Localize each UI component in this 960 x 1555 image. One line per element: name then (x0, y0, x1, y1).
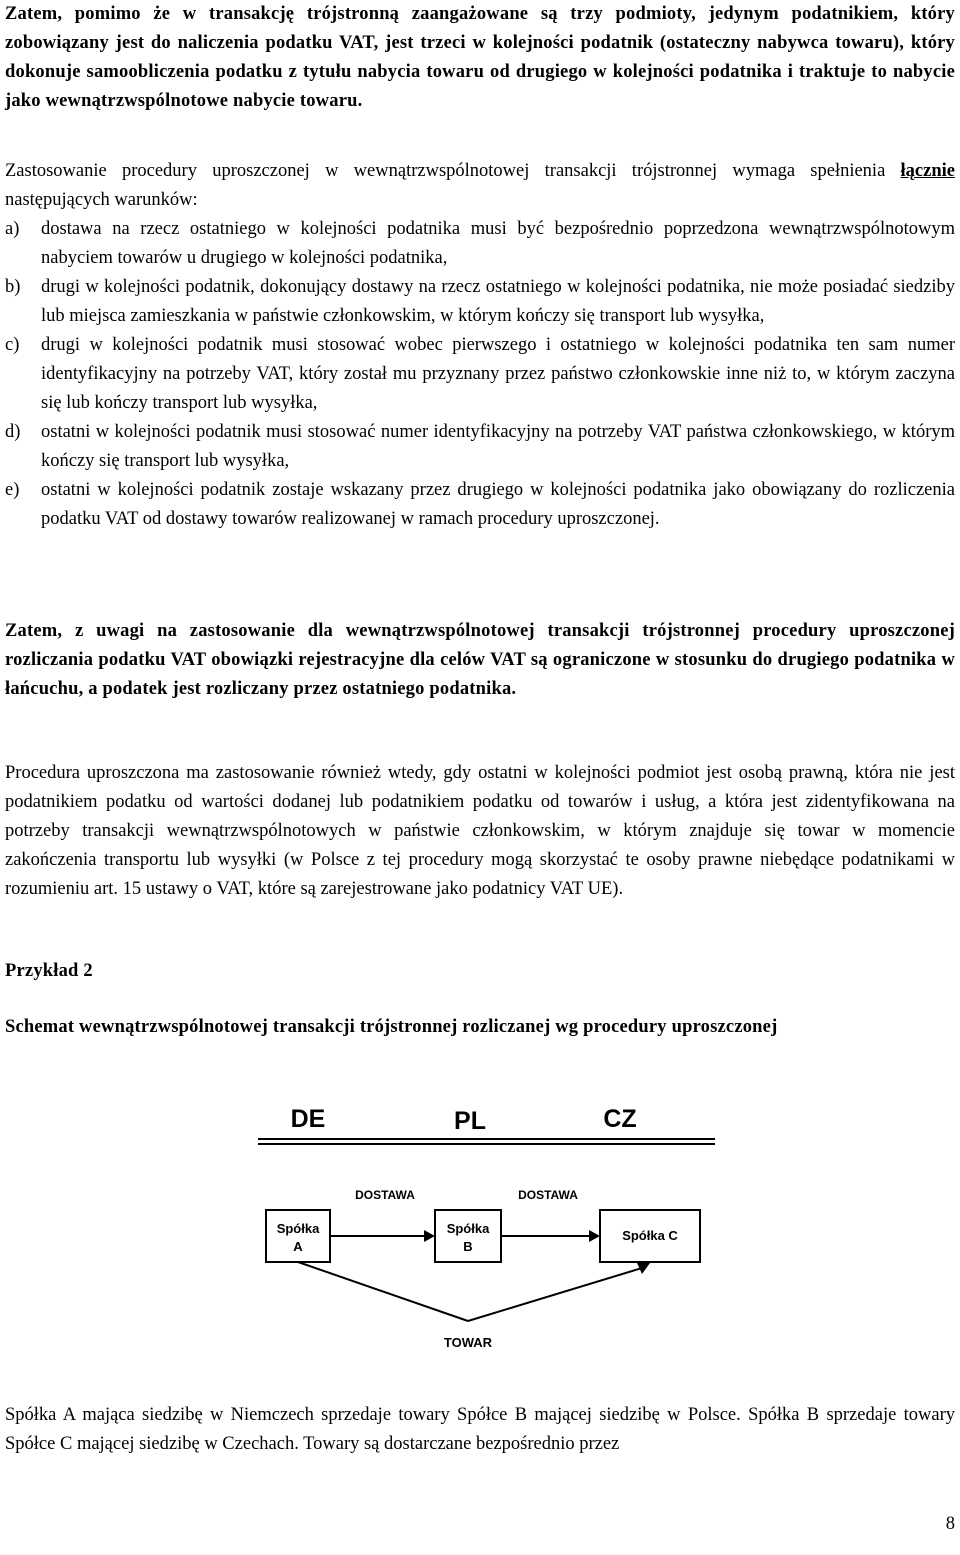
company-a-label-2: A (293, 1239, 303, 1254)
list-marker: d) (5, 422, 21, 442)
list-item (5, 331, 955, 418)
paragraph-2-before: Zastosowanie procedury uproszczonej w wewnątrzwspólnotowej transakcji trójstronnej wymaga spełnienia (5, 161, 901, 181)
list-item (5, 476, 955, 534)
page-number: 8 (945, 1514, 955, 1534)
paragraph-1: Zatem, pomimo że w transakcję trójstronną zaangażowane są trzy podmioty, jedynym podatnikiem, który zobowiązany jest do naliczenia podatku VAT, jest trzeci w kolejności podatnik (ostateczny nabywca towaru), który dokonuje samoobliczenia podatku z tytułu nabycia towaru od drugiego w kolejności podatnika i traktuje to nabycie jako wewnątrzwspólnotowe nabycie towaru. (5, 4, 955, 111)
list-text: drugi w kolejności podatnik musi stosować wobec pierwszego i ostatniego w kolejności podatnika ten sam numer identyfikacyjny na potrzeby VAT, który został mu przyznany przez państwo członkowskie inne niż to, w którym zaczyna się lub kończy transport lub wysyłka, (41, 335, 955, 413)
list-marker: c) (5, 335, 20, 355)
paragraph-3: Zatem, z uwagi na zastosowanie dla wewnątrzwspólnotowej transakcji trójstronnej procedury uproszczonej rozliczania podatku VAT obowiązki rejestracyjne dla celów VAT są ograniczone w stosunku do drugiego podatnika w łańcuchu, a podatek jest rozliczany przez ostatniego podatnika. (5, 621, 955, 699)
company-b-box (435, 1210, 501, 1262)
paragraph-5: Spółka A mająca siedzibę w Niemczech sprzedaje towary Spółce B mającej siedzibę w Polsce. Spółka B sprzedaje towary Spółce C mającej siedzibę w Czechach. Towary są dostarczane bezpośrednio przez (5, 1405, 955, 1454)
schema-title: Schemat wewnątrzwspólnotowej transakcji trójstronnej rozliczanej wg procedury uproszczonej (5, 1017, 778, 1037)
supply-arrow-2-head (589, 1230, 600, 1242)
company-a-label-1: Spółka (276, 1221, 320, 1236)
supply-arrow-1-head (424, 1230, 435, 1242)
paragraph-2 (5, 157, 955, 215)
list-marker: e) (5, 480, 20, 500)
list-item (5, 215, 955, 273)
list-text: ostatni w kolejności podatnik zostaje wskazany przez drugiego w kolejności podatnika jako obowiązany do rozliczenia podatku VAT od dostawy towarów realizowanej w ramach procedury uproszczonej. (41, 480, 955, 529)
goods-line-right (468, 1268, 642, 1321)
list-text: drugi w kolejności podatnik, dokonujący dostawy na rzecz ostatniego w kolejności podatnika, nie może posiadać siedziby lub miejsca zamieszkania w państwie członkowskim, w którym kończy się transport lub wysyłka, (41, 277, 955, 326)
transaction-diagram (250, 1095, 730, 1355)
company-c-label: Spółka C (622, 1228, 678, 1243)
supply-label-2: DOSTAWA (518, 1188, 578, 1202)
country-de: DE (290, 1105, 326, 1133)
goods-label: TOWAR (443, 1335, 493, 1350)
conditions-list (5, 215, 955, 534)
list-marker: b) (5, 277, 21, 297)
example-title: Przykład 2 (5, 961, 93, 981)
diagram-svg (250, 1095, 730, 1355)
list-marker: a) (5, 219, 20, 239)
list-text: ostatni w kolejności podatnik musi stosować numer identyfikacyjny na potrzeby VAT państwa członkowskiego, w którym kończy się transport lub wysyłka, (41, 422, 955, 471)
country-cz: CZ (603, 1105, 637, 1133)
company-b-label-1: Spółka (446, 1221, 490, 1236)
company-b-label-2: B (463, 1239, 473, 1254)
paragraph-2-after: następujących warunków: (5, 190, 198, 210)
goods-line-left (298, 1262, 468, 1321)
paragraph-2-emphasis: łącznie (900, 161, 955, 181)
company-a-box (266, 1210, 330, 1262)
country-pl: PL (454, 1107, 486, 1135)
paragraph-4: Procedura uproszczona ma zastosowanie również wtedy, gdy ostatni w kolejności podmiot jest osobą prawną, która nie jest podatnikiem podatku od wartości dodanej lub podatnikiem podatku od towarów i usług, a która jest zidentyfikowana na potrzeby transakcji wewnątrzwspólnotowych w państwie członkowskim, w którym znajduje się towar w momencie zakończenia transportu lub wysyłki (w Polsce z tej procedury mogą skorzystać te osoby prawne niebędące podatnikami w rozumieniu art. 15 ustawy o VAT, które są zarejestrowane jako podatnicy VAT UE). (5, 763, 955, 899)
list-item (5, 418, 955, 476)
list-item (5, 273, 955, 331)
list-text: dostawa na rzecz ostatniego w kolejności podatnika musi być bezpośrednio poprzedzona wewnątrzwspólnotowym nabyciem towarów u drugiego w kolejności podatnika, (41, 219, 955, 268)
supply-label-1: DOSTAWA (355, 1188, 415, 1202)
